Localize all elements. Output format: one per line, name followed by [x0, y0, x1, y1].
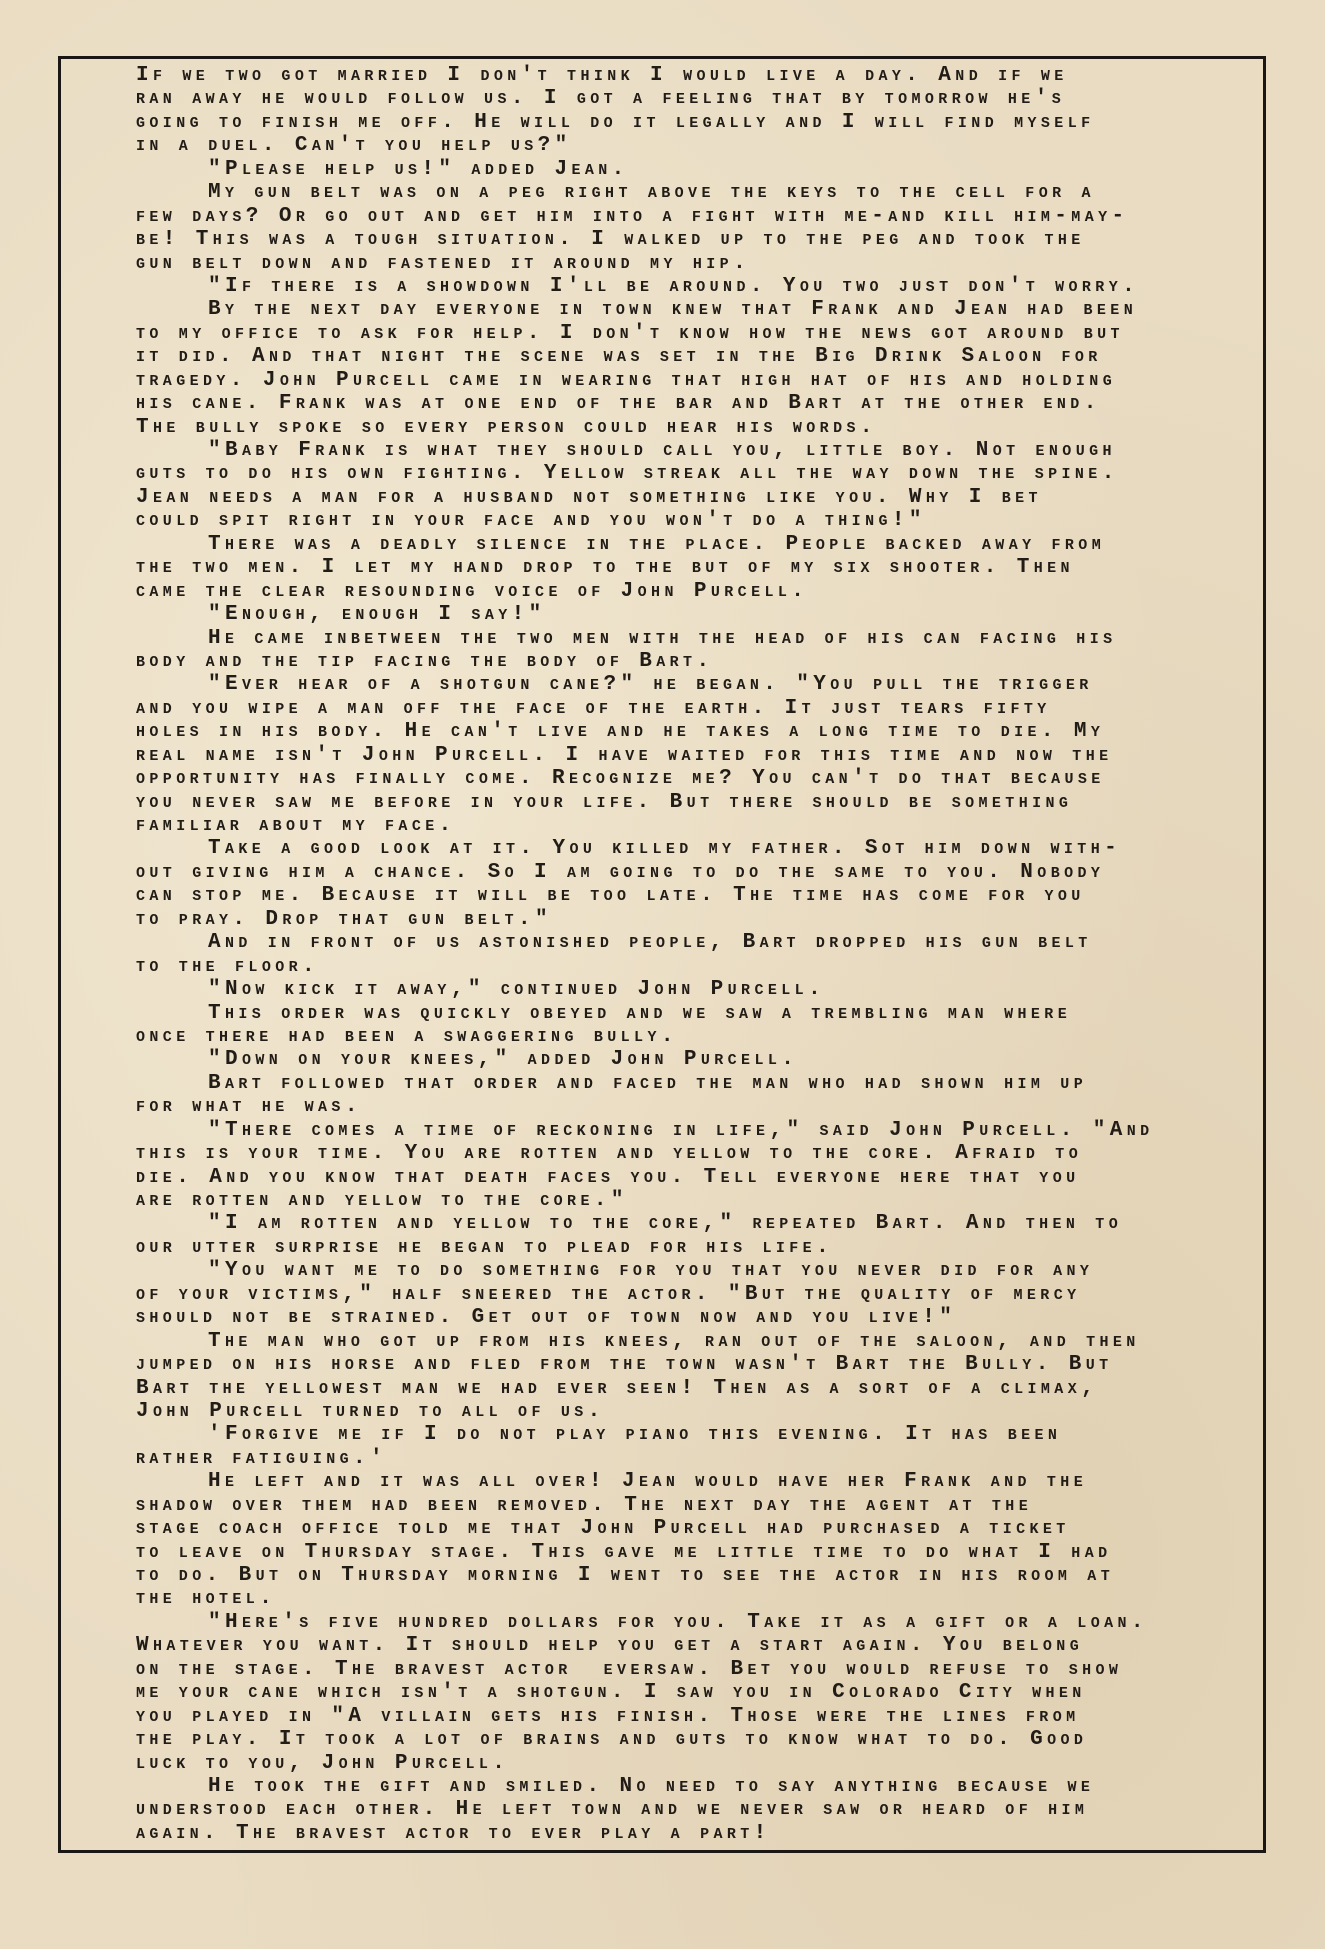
- text-line: holes in his body. He can't live and he takes a long time to die. My: [136, 720, 1105, 744]
- text-line: you never saw me before in your life. But there should be something: [136, 790, 1073, 814]
- text-line: ran away he would follow us. I got a feeling that by tomorrow he's: [136, 87, 1066, 111]
- paragraph-start-line: "I am rotten and yellow to the core," repeated Bart. And then to: [208, 1212, 1123, 1236]
- paragraph-start-line: "Here's five hundred dollars for you. Take it as a gift or a loan.: [208, 1610, 1148, 1634]
- text-line: to my office to ask for help. I don't know how the news got around but: [136, 321, 1124, 345]
- text-line: it did. And that night the scene was set in the Big Drink Saloon for: [136, 345, 1102, 369]
- paragraph-start-line: Take a good look at it. You killed my father. Sot him down with-: [208, 837, 1122, 861]
- text-line: should not be strained. Get out of town now and you live!": [136, 1306, 957, 1330]
- text-line: on the stage. The bravest actor eversaw. Bet you would refuse to show: [136, 1657, 1123, 1681]
- text-line: me your cane which isn't a shotgun. I saw you in Colorado City when: [136, 1681, 1086, 1705]
- text-line: stage coach office told me that John Purcell had purchased a ticket: [136, 1517, 1070, 1541]
- text-line: opportunity has finally come. Recognize me? You can't do that because: [136, 767, 1105, 791]
- paragraph-start-line: "Ever hear of a shotgun cane?" he began. "You pull the trigger: [208, 673, 1093, 697]
- paragraph-start-line: He took the gift and smiled. No need to say anything because we: [208, 1774, 1095, 1798]
- text-line: The bully spoke so every person could hear his words.: [136, 415, 877, 439]
- paragraph-start-line: "You want me to do something for you that you never did for any: [208, 1259, 1094, 1283]
- text-line: going to finish me off. He will do it legally and I will find myself: [136, 110, 1095, 134]
- text-line: Jean needs a man for a husband not something like you. Why I bet: [136, 485, 1042, 509]
- paragraph-start-line: "If there is a showdown I'll be around. You two just don't worry.: [208, 274, 1140, 298]
- text-line: of your victims," half sneered the actor. "But the quality of mercy: [136, 1282, 1081, 1306]
- paragraph-start-line: By the next day everyone in town knew that Frank and Jean had been: [208, 298, 1138, 322]
- text-line: shadow over them had been removed. The next day the agent at the: [136, 1493, 1033, 1517]
- text-line: his cane. Frank was at one end of the bar and Bart at the other end.: [136, 392, 1101, 416]
- paragraph-start-line: He came inbetween the two men with the head of his can facing his: [208, 626, 1117, 650]
- text-line: our utter surprise he began to plead for his life.: [136, 1235, 834, 1259]
- text-line: again. The bravest actor to ever play a part!: [136, 1821, 771, 1845]
- text-line: be! This was a tough situation. I walked up to the peg and took the: [136, 228, 1085, 252]
- text-line: once there had been a swaggering bully.: [136, 1024, 678, 1048]
- paragraph-start-line: The man who got up from his knees, ran out of the saloon, and then: [208, 1329, 1140, 1353]
- text-line: to the floor.: [136, 954, 320, 978]
- text-line: the play. It took a lot of brains and guts to know what to do. Good: [136, 1728, 1088, 1752]
- paragraph-start-line: "Baby Frank is what they should call you, little boy. Not enough: [208, 439, 1116, 462]
- paragraph-start-line: My gun belt was on a peg right above the keys to the cell for a: [208, 181, 1095, 205]
- story-text-block: [136, 64, 1246, 1845]
- text-line: to do. But on Thursday morning I went to see the actor in his room at: [136, 1564, 1115, 1587]
- text-line: Whatever you want. It should help you get a start again. You belong: [136, 1634, 1084, 1658]
- paragraph-start-line: "There comes a time of reckoning in life," said John Purcell. "And: [208, 1118, 1154, 1142]
- paragraph-start-line: This order was quickly obeyed and we saw a trembling man where: [208, 1001, 1072, 1025]
- paragraph-start-line: Bart followed that order and faced the man who had shown him up: [208, 1071, 1088, 1095]
- text-line: understood each other. He left town and we never saw or heard of him: [136, 1798, 1089, 1822]
- text-line: in a duel. Can't you help us?": [136, 134, 572, 158]
- text-line: die. And you know that death faces you. Tell everyone here that you: [136, 1165, 1080, 1189]
- text-line: to pray. Drop that gun belt.": [136, 907, 553, 931]
- text-line: came the clear resounding voice of John Purcell.: [136, 579, 809, 603]
- text-line: If we two got married I don't think I would live a day. And if we: [136, 64, 1068, 87]
- paragraph-start-line: "Now kick it away," continued John Purcell.: [208, 978, 826, 1002]
- text-line: Bart the yellowest man we had ever seen! Then as a sort of a climax,: [136, 1376, 1099, 1400]
- text-line: are rotten and yellow to the core.": [136, 1189, 628, 1212]
- paragraph-start-line: "Please help us!" added Jean.: [208, 157, 629, 181]
- text-line: guts to do his own fighting. Yellow streak all the way down the spine.: [136, 462, 1119, 486]
- text-line: the two men. I let my hand drop to the but of my six shooter. Then: [136, 556, 1074, 580]
- paragraph-start-line: "Down on your knees," added John Purcell.: [208, 1048, 799, 1072]
- text-line: body and the tip facing the body of Bart.: [136, 649, 714, 673]
- text-line: and you wipe a man off the face of the earth. It just tears fifty: [136, 696, 1051, 720]
- text-line: jumped on his horse and fled from the town wasn't Bart the Bully. But: [136, 1353, 1113, 1377]
- text-line: for what he was.: [136, 1095, 362, 1119]
- text-line: familiar about my face.: [136, 814, 456, 837]
- text-line: John Purcell turned to all of us.: [136, 1399, 605, 1423]
- text-line: you played in "A villain gets his finish. Those were the lines from: [136, 1704, 1080, 1728]
- paragraph-start-line: 'Forgive me if I do not play piano this evening. It has been: [208, 1423, 1062, 1447]
- text-line: gun belt down and fastened it around my hip.: [136, 251, 751, 275]
- text-line: out giving him a chance. So I am going to do the same to you. Nobody: [136, 860, 1105, 884]
- text-line: real name isn't John Purcell. I have waited for this time and now the: [136, 743, 1113, 767]
- paragraph-start-line: And in front of us astonished people, Bart dropped his gun belt: [208, 931, 1092, 955]
- text-line: tragedy. John Purcell came in wearing that high hat of his and holding: [136, 368, 1117, 392]
- paragraph-start-line: He left and it was all over! Jean would have her Frank and the: [208, 1470, 1088, 1494]
- text-line: luck to you, John Purcell.: [136, 1751, 510, 1775]
- paragraph-start-line: "Enough, enough I say!": [208, 603, 546, 627]
- text-line: could spit right in your face and you won't do a thing!": [136, 509, 926, 533]
- text-line: the hotel.: [136, 1587, 277, 1611]
- text-line: can stop me. Because it will be too late. The time has come for you: [136, 884, 1085, 908]
- text-line: rather fatiguing.': [136, 1446, 388, 1470]
- text-line: to leave on Thursday stage. This gave me little time to do what I had: [136, 1540, 1112, 1564]
- paragraph-start-line: There was a deadly silence in the place. People backed away from: [208, 532, 1106, 556]
- text-line: few days? Or go out and get him into a fight with me-and kill him-may-: [136, 204, 1129, 228]
- text-line: this is your time. You are rotten and yellow to the core. Afraid to: [136, 1142, 1083, 1166]
